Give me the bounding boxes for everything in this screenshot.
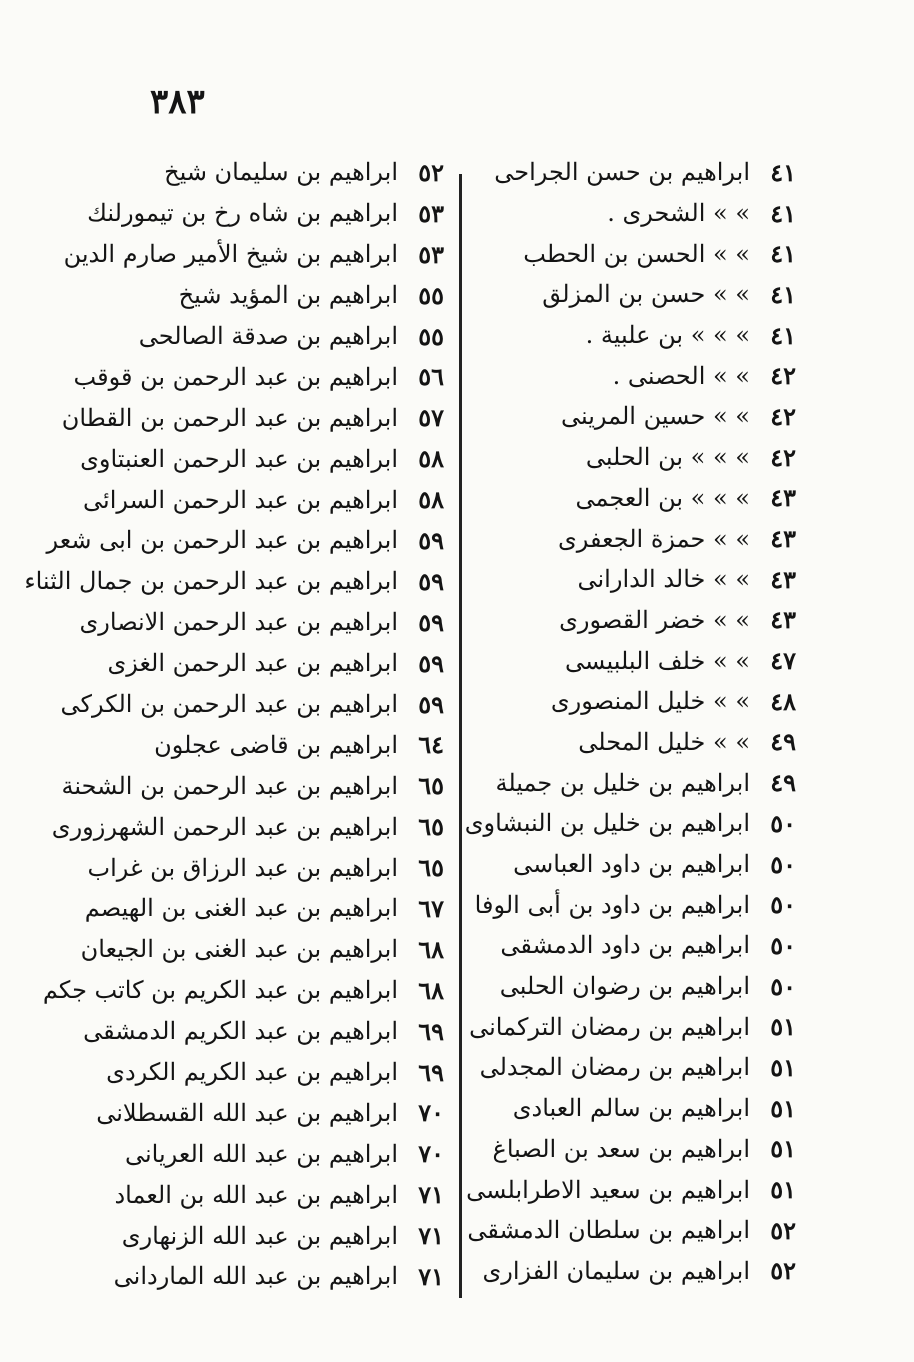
- index-entry: [436, 233, 796, 274]
- entry-name: ابراهيم بن عبد الرحمن السرائى: [83, 485, 398, 514]
- entry-name: ابراهيم بن داود بن أبى الوفا: [474, 890, 750, 919]
- index-entry: [436, 478, 796, 519]
- left-index-column: [24, 152, 444, 1297]
- entry-page-number: ٥٨: [418, 485, 444, 515]
- entry-page-number: ٥٩: [418, 566, 444, 596]
- entry-page-number: ٦٨: [418, 934, 444, 964]
- entry-page-number: ٧٠: [418, 1098, 444, 1128]
- entry-page-number: ٥٢: [770, 1256, 796, 1286]
- entry-page-number: ٥٩: [418, 648, 444, 678]
- index-entry: [64, 1215, 444, 1256]
- entry-name: ابراهيم بن عبد الكريم الدمشقى: [83, 1017, 398, 1046]
- entry-name: ابراهيم بن داود العباسى: [513, 850, 750, 879]
- entry-page-number: ٥٠: [770, 971, 796, 1001]
- entry-name: » » خالد الدارانى: [577, 565, 750, 594]
- index-entry: [436, 559, 796, 600]
- entry-name: ابراهيم بن عبد الرحمن بن قوقب: [73, 362, 398, 391]
- entry-name: ابراهيم بن عبد الرحمن الغزى: [107, 649, 398, 678]
- entry-page-number: ٦٩: [418, 1057, 444, 1087]
- entry-page-number: ٥٥: [418, 280, 444, 310]
- entry-name: ابراهيم بن عبد الرحمن العنبتاوى: [80, 444, 398, 473]
- index-entry: [64, 847, 444, 888]
- entry-page-number: ٤٨: [770, 686, 796, 716]
- index-entry: [436, 681, 796, 722]
- index-entry: [436, 274, 796, 315]
- index-entry: [64, 929, 444, 970]
- entry-name: ابراهيم بن عبد الكريم بن كاتب جكم: [42, 976, 398, 1005]
- entry-name: ابراهيم بن داود الدمشقى: [500, 931, 750, 960]
- entry-page-number: ٥٢: [770, 1215, 796, 1245]
- entry-page-number: ٤٩: [770, 727, 796, 757]
- index-entry: [436, 193, 796, 234]
- entry-name: ابراهيم بن عبد الرحمن الشهرزورى: [51, 812, 398, 841]
- index-entry: [436, 1169, 796, 1210]
- index-entry: [64, 1256, 444, 1297]
- entry-name: ابراهيم بن عبد الرحمن بن الكركى: [60, 690, 398, 719]
- entry-page-number: ٥٠: [770, 890, 796, 920]
- index-entry: [436, 1210, 796, 1251]
- entry-name: ابراهيم بن شاه رخ بن تيمورلنك: [87, 199, 398, 228]
- index-entry: [42, 970, 444, 1011]
- index-entry: [436, 437, 796, 478]
- index-entry: [64, 1133, 444, 1174]
- entry-page-number: ٤٣: [770, 564, 796, 594]
- index-entry: [51, 806, 444, 847]
- entry-name: » » حمزة الجعفرى: [558, 524, 750, 553]
- entry-page-number: ٥٢: [418, 157, 444, 187]
- entry-page-number: ٥١: [770, 1093, 796, 1123]
- entry-page-number: ٤١: [770, 279, 796, 309]
- entry-page-number: ٥٠: [770, 930, 796, 960]
- entry-name: ابراهيم بن عبد الغنى بن الجيعان: [80, 935, 398, 964]
- entry-page-number: ٥٩: [418, 607, 444, 637]
- index-entry: [61, 765, 444, 806]
- index-entry: [64, 356, 444, 397]
- entry-page-number: ٥٨: [418, 444, 444, 474]
- entry-page-number: ٦٥: [418, 771, 444, 801]
- entry-name: ابراهيم بن حسن الجراحى: [494, 158, 750, 187]
- entry-name: ابراهيم بن رمضان المجدلى: [479, 1053, 750, 1082]
- index-entry: [436, 762, 796, 803]
- entry-name: ابراهيم بن سليمان الفزارى: [482, 1256, 750, 1285]
- entry-page-number: ٥١: [770, 1012, 796, 1042]
- entry-name: ابراهيم بن عبد الرحمن بن القطان: [61, 403, 398, 432]
- entry-name: » » الحصنى .: [612, 361, 750, 390]
- page-number: ٣٨٣: [150, 82, 205, 122]
- entry-page-number: ٤٢: [770, 361, 796, 391]
- index-entry: [436, 844, 796, 885]
- index-entry: [436, 803, 796, 844]
- entry-page-number: ٧١: [418, 1221, 444, 1251]
- entry-name: ابراهيم بن شيخ الأمير صارم الدين: [63, 240, 398, 269]
- entry-page-number: ٥٦: [418, 362, 444, 392]
- entry-name: ابراهيم بن عبد الله بن العماد: [114, 1180, 398, 1209]
- entry-name: » » خليل المنصورى: [550, 687, 750, 716]
- entry-name: ابراهيم بن عبد الغنى بن الهيصم: [84, 894, 398, 923]
- entry-name: ابراهيم بن المؤيد شيخ: [178, 281, 398, 310]
- entry-page-number: ٤٢: [770, 401, 796, 431]
- entry-name: ابراهيم بن عبد الله الماردانى: [113, 1262, 398, 1291]
- entry-name: ابراهيم بن عبد الرحمن بن جمال الثناء: [24, 567, 398, 596]
- entry-name: » » » بن الحلبى: [585, 443, 750, 472]
- entry-page-number: ٤٣: [770, 605, 796, 635]
- index-entry: [64, 275, 444, 316]
- entry-page-number: ٦٤: [418, 730, 444, 760]
- entry-page-number: ٥٣: [418, 198, 444, 228]
- index-entry: [64, 602, 444, 643]
- entry-name: ابراهيم بن عبد الرحمن بن الشحنة: [61, 771, 398, 800]
- entry-name: ابراهيم بن عبد الرحمن بن ابى شعر: [46, 526, 398, 555]
- entry-page-number: ٥٣: [418, 239, 444, 269]
- entry-page-number: ٥١: [770, 1052, 796, 1082]
- column-divider: [459, 174, 462, 1298]
- entry-page-number: ٦٨: [418, 975, 444, 1005]
- index-entry: [64, 724, 444, 765]
- entry-name: » » خلف البلبيسى: [565, 646, 750, 675]
- entry-name: » » » بن العجمى: [575, 483, 750, 512]
- entry-name: ابراهيم بن صدقة الصالحى: [138, 322, 398, 350]
- entry-name: ابراهيم بن عبد الرزاق بن غراب: [87, 853, 398, 882]
- entry-name: ابراهيم بن عبد الله القسطلانى: [96, 1098, 398, 1127]
- entry-name: ابراهيم بن سالم العبادى: [512, 1094, 750, 1123]
- index-entry: [436, 722, 796, 763]
- entry-page-number: ٥٠: [770, 849, 796, 879]
- entry-name: » » حسين المرينى: [560, 402, 750, 431]
- entry-page-number: ٧١: [418, 1180, 444, 1210]
- entry-name: » » خضر القصورى: [559, 605, 750, 634]
- entry-name: » » » بن علبية .: [585, 321, 750, 350]
- entry-page-number: ٥١: [770, 1175, 796, 1205]
- entry-page-number: ٥٠: [770, 808, 796, 838]
- entry-page-number: ٤١: [770, 320, 796, 350]
- index-entry: [436, 315, 796, 356]
- entry-page-number: ٦٧: [418, 893, 444, 923]
- index-entry: [436, 925, 796, 966]
- entry-name: ابراهيم بن عبد الكريم الكردى: [106, 1058, 398, 1087]
- entry-name: » » حسن بن المزلق: [542, 280, 750, 309]
- entry-page-number: ٤٢: [770, 442, 796, 472]
- index-entry: [64, 1052, 444, 1093]
- entry-name: ابراهيم بن رضوان الحلبى: [499, 972, 750, 1001]
- index-entry: [436, 1088, 796, 1129]
- index-entry: [436, 966, 796, 1007]
- entry-page-number: ٥٥: [418, 321, 444, 351]
- index-entry: [64, 888, 444, 929]
- entry-page-number: ٥٧: [418, 403, 444, 433]
- entry-name: ابراهيم بن سعيد الاطرابلسى: [466, 1175, 750, 1204]
- entry-page-number: ٤١: [770, 157, 796, 187]
- index-entry: [436, 1006, 796, 1047]
- right-index-column: [436, 152, 796, 1291]
- entry-name: ابراهيم بن عبد الله العريانى: [124, 1139, 398, 1168]
- index-entry: [436, 355, 796, 396]
- entry-name: ابراهيم بن سليمان شيخ: [164, 158, 398, 187]
- entry-name: ابراهيم بن خليل بن النبشاوى: [464, 809, 750, 838]
- entry-name: ابراهيم بن سلطان الدمشقى: [467, 1216, 750, 1245]
- entry-page-number: ٧١: [418, 1261, 444, 1291]
- entry-page-number: ٤٩: [770, 768, 796, 798]
- index-entry: [64, 152, 444, 193]
- index-entry: [64, 193, 444, 234]
- entry-name: ابراهيم بن عبد الرحمن الانصارى: [79, 608, 398, 637]
- entry-name: ابراهيم بن خليل بن جميلة: [495, 768, 750, 797]
- entry-name: ابراهيم بن رمضان التركمانى: [469, 1012, 750, 1041]
- index-entry: [64, 438, 444, 479]
- index-entry: [436, 152, 796, 193]
- index-entry: [436, 884, 796, 925]
- index-entry: [64, 643, 444, 684]
- entry-page-number: ٤٧: [770, 646, 796, 676]
- index-entry: [46, 520, 444, 561]
- entry-name: » » الشحرى .: [607, 199, 750, 228]
- index-entry: [436, 1251, 796, 1292]
- entry-name: ابراهيم بن قاضى عجلون: [154, 730, 398, 759]
- entry-page-number: ٧٠: [418, 1139, 444, 1169]
- index-entry: [436, 1047, 796, 1088]
- index-entry: [64, 479, 444, 520]
- entry-page-number: ٦٥: [418, 853, 444, 883]
- index-entry: [64, 1011, 444, 1052]
- index-entry: [64, 1174, 444, 1215]
- entry-page-number: ٥٩: [418, 689, 444, 719]
- entry-page-number: ٥٩: [418, 525, 444, 555]
- entry-page-number: ٦٥: [418, 812, 444, 842]
- entry-name: ابراهيم بن سعد بن الصباغ: [492, 1134, 750, 1163]
- index-entry: [436, 640, 796, 681]
- index-entry: [64, 1092, 444, 1133]
- index-entry: [436, 600, 796, 641]
- index-entry: [64, 234, 444, 275]
- entry-name: » » الحسن بن الحطب: [523, 239, 750, 268]
- index-entry: [64, 316, 444, 357]
- index-entry: [60, 684, 444, 725]
- index-entry: [436, 1129, 796, 1170]
- entry-page-number: ٤٣: [770, 524, 796, 554]
- entry-page-number: ٤٣: [770, 483, 796, 513]
- entry-page-number: ٤١: [770, 198, 796, 228]
- index-entry: [436, 396, 796, 437]
- entry-name: ابراهيم بن عبد الله الزنهارى: [121, 1221, 398, 1250]
- index-entry: [24, 561, 444, 602]
- index-entry: [436, 518, 796, 559]
- entry-page-number: ٥١: [770, 1134, 796, 1164]
- entry-name: » » خليل المحلى: [578, 727, 750, 756]
- entry-page-number: ٤١: [770, 239, 796, 269]
- index-entry: [61, 397, 444, 438]
- entry-page-number: ٦٩: [418, 1016, 444, 1046]
